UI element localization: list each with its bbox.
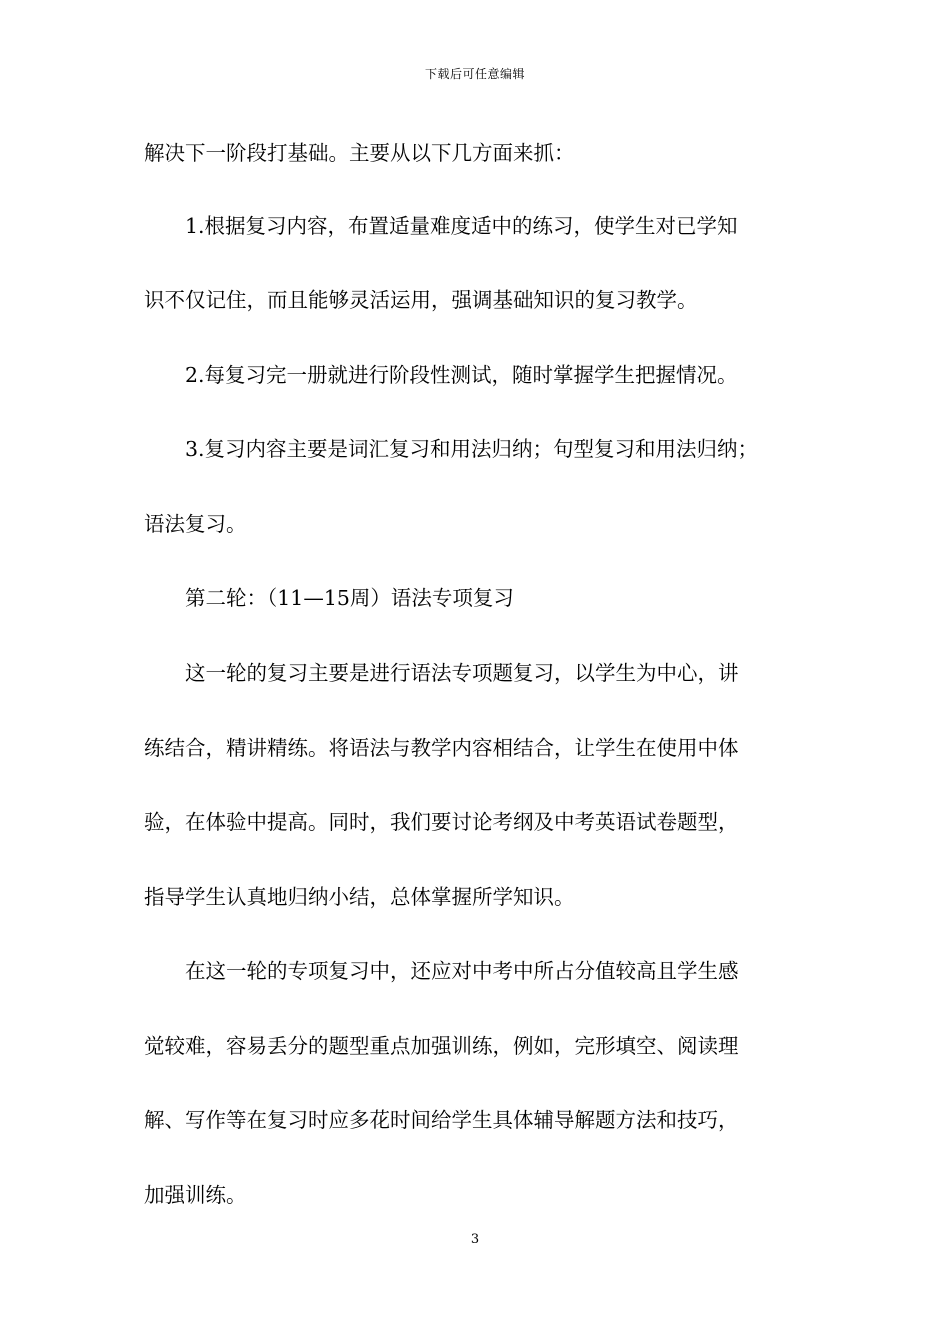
text-line: 加强训练。 (144, 1183, 247, 1207)
text-line: 识不仅记住，而且能够灵活运用，强调基础知识的复习教学。 (144, 288, 698, 312)
text-line: 2.每复习完一册就进行阶段性测试，随时掌握学生把握情况。 (144, 363, 738, 387)
text-line: 1.根据复习内容，布置适量难度适中的练习，使学生对已学知 (144, 214, 738, 238)
text-line: 指导学生认真地归纳小结，总体掌握所学知识。 (144, 885, 575, 909)
text-line: 在这一轮的专项复习中，还应对中考中所占分值较高且学生感 (144, 959, 739, 983)
text-line: 解决下一阶段打基础。主要从以下几方面来抓： (144, 141, 575, 165)
text-line: 解、写作等在复习时应多花时间给学生具体辅导解题方法和技巧， (144, 1108, 739, 1132)
text-line: 觉较难，容易丢分的题型重点加强训练，例如，完形填空、阅读理 (144, 1034, 739, 1058)
page-number: 3 (470, 1232, 480, 1247)
text-line: 第二轮：（11—15周）语法专项复习 (144, 586, 514, 610)
text-line: 验，在体验中提高。同时，我们要讨论考纲及中考英语试卷题型， (144, 810, 739, 834)
text-line: 语法复习。 (144, 512, 247, 536)
text-line: 练结合，精讲精练。将语法与教学内容相结合，让学生在使用中体 (144, 736, 739, 760)
text-line: 3.复习内容主要是词汇复习和用法归纳；句型复习和用法归纳； (144, 437, 759, 461)
page-header: 下载后可任意编辑 (424, 67, 525, 81)
text-line: 这一轮的复习主要是进行语法专项题复习，以学生为中心，讲 (144, 661, 739, 685)
